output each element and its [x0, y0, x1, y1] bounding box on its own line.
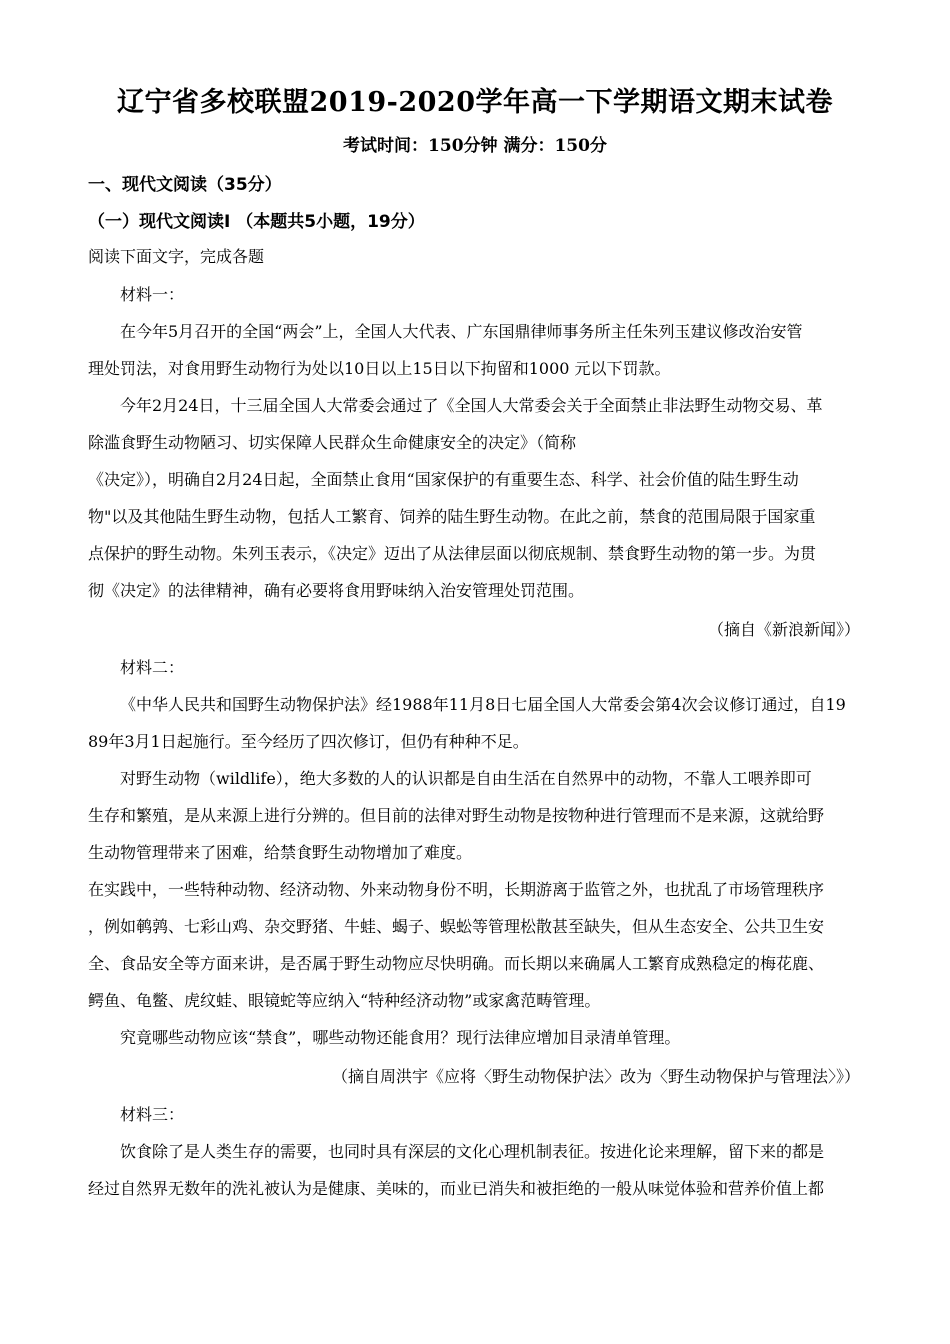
paragraph-line: 经过自然界无数年的洗礼被认为是健康、美味的，而业已消失和被拒绝的一般从味觉体验和营养价值上都	[88, 1179, 825, 1198]
paragraph-line: 89年3月1日起施行。至今经历了四次修订，但仍有种种不足。	[88, 732, 529, 751]
paragraph-line: 对野生动物（wildlife），绝大多数的人的认识都是自由生活在自然界中的动物，不靠人工喂养即可	[120, 769, 812, 788]
section-heading: 一、现代文阅读（35分）	[88, 175, 282, 195]
paragraph-line: ，例如鹌鹑、七彩山鸡、杂交野猪、牛蛙、蝎子、蜈蚣等管理松散甚至缺失，但从生态安全、公共卫生安	[88, 917, 825, 936]
paragraph-line: 彻《决定》的法律精神，确有必要将食用野味纳入治安管理处罚范围。	[88, 581, 585, 600]
paragraph-line: 点保护的野生动物。朱列玉表示，《决定》迈出了从法律层面以彻底规制、禁食野生动物的第一步。为贯	[88, 544, 817, 563]
paragraph-line: 生动物管理带来了困难，给禁食野生动物增加了难度。	[88, 843, 473, 862]
source-citation: （摘自《新浪新闻》）	[707, 620, 860, 639]
paragraph-line: 物"以及其他陆生野生动物，包括人工繁育、饲养的陆生野生动物。在此之前，禁食的范围局限于国家重	[88, 507, 816, 526]
paragraph-line: 饮食除了是人类生存的需要，也同时具有深层的文化心理机制表征。按进化论来理解，留下来的都是	[120, 1142, 825, 1161]
paragraph-line: 生存和繁殖，是从来源上进行分辨的。但目前的法律对野生动物是按物种进行管理而不是来源，这就给野	[88, 806, 825, 825]
paragraph-line: 除滥食野生动物陋习、切实保障人民群众生命健康安全的决定》（简称	[88, 433, 577, 452]
exam-info: 考试时间：150分钟 满分：150分	[343, 136, 607, 156]
paragraph-line: 《决定》），明确自2月24日起，全面禁止食用“国家保护的有重要生态、科学、社会价值的陆生野生动	[88, 470, 799, 489]
subsection-heading: （一）现代文阅读I （本题共5小题，19分）	[88, 212, 425, 232]
paragraph-line: 全、食品安全等方面来讲，是否属于野生动物应尽快明确。而长期以来确属人工繁育成熟稳定的梅花鹿、	[88, 954, 825, 973]
material-1-label: 材料一：	[120, 285, 185, 304]
paragraph-line: 在实践中，一些特种动物、经济动物、外来动物身份不明，长期游离于监管之外，也扰乱了市场管理秩序	[88, 880, 825, 899]
paragraph-line: 《中华人民共和国野生动物保护法》经1988年11月8日七届全国人大常委会第4次会议修订通过，自19	[120, 695, 846, 714]
page-title: 辽宁省多校联盟2019-2020学年高一下学期语文期末试卷	[117, 87, 833, 118]
instruction-text: 阅读下面文字，完成各题	[88, 247, 265, 266]
material-3-label: 材料三：	[120, 1105, 185, 1124]
material-2-label: 材料二：	[120, 658, 185, 677]
paragraph-line: 今年2月24日，十三届全国人大常委会通过了《全国人大常委会关于全面禁止非法野生动物交易、革	[120, 396, 823, 415]
source-citation: （摘自周洪宇《应将〈野生动物保护法〉改为〈野生动物保护与管理法〉》）	[331, 1067, 860, 1086]
paragraph-line: 理处罚法，对食用野生动物行为处以10日以上15日以下拘留和1000 元以下罚款。	[88, 359, 671, 378]
paragraph-line: 究竟哪些动物应该“禁食”，哪些动物还能食用？现行法律应增加目录清单管理。	[120, 1028, 681, 1047]
paragraph-line: 在今年5月召开的全国“两会”上，全国人大代表、广东国鼎律师事务所主任朱列玉建议修改治安管	[120, 322, 803, 341]
paragraph-line: 鳄鱼、龟鳖、虎纹蛙、眼镜蛇等应纳入“特种经济动物”或家禽范畴管理。	[88, 991, 601, 1010]
